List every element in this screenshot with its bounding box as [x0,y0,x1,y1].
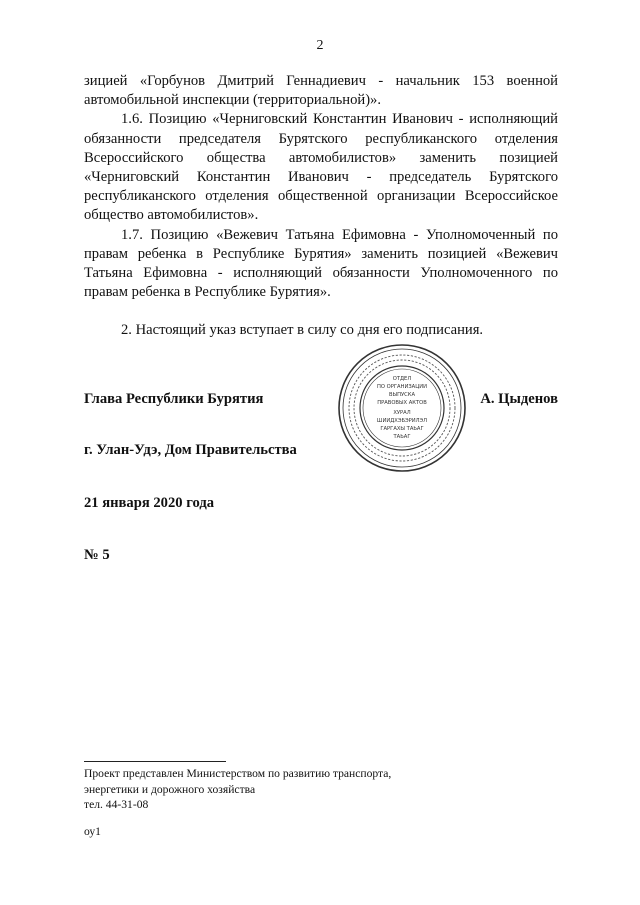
paragraph-1-7: 1.7. Позицию «Вежевич Татьяна Ефимовна - Уполномоченный по правам ребенка в Республике Бурятия» заменить позицией «Вежевич Татьяна Ефимовна - исполняющий обязанности Уполномоченного по правам ребенка в Республике Бурятия». [84,226,558,301]
footnote-phone: тел. 44-31-08 [84,798,149,811]
seal-line-4: ПРАВОВЫХ АКТОВ [377,400,427,406]
seal-line-2: ПО ОРГАНИЗАЦИИ [376,384,428,390]
seal-line-6: ШИИДХЭБЭРИЛЭЛ [376,418,428,424]
signing-date: 21 января 2020 года [84,495,215,511]
official-seal [337,343,467,473]
seal-line-1: ОТДЕЛ [392,376,412,382]
footnote-line-2: энергетики и дорожного хозяйства [84,782,256,796]
signing-place: г. Улан-Удэ, Дом Правительства [84,442,297,458]
seal-line-8: ТАЬАГ [393,434,411,440]
seal-line-3: ВЫПУСКА [388,392,416,398]
footnote-divider [84,761,226,762]
paragraph-1-6: 1.6. Позицию «Черниговский Константин Иванович - исполняющий обязанности председателя Бурятского республиканского отделения Всероссийского общества автомобилистов» заменить позицией «Черниговский Константин Иванович - председатель Бурятского республиканского отделения общественной организации Всероссийское общество автомобилистов». [84,111,558,224]
document-body [84,72,558,341]
signatory-title: Глава Республики Бурятия [84,391,264,407]
paragraph-2: 2. Настоящий указ вступает в силу со дня его подписания. [121,322,484,339]
document-code: оу1 [84,825,101,838]
seal-line-7: ГАРГАХЫ ТАЬАГ [380,426,424,432]
seal-line-5: ХУРАЛ [393,410,411,416]
footnote-line-1: Проект представлен Министерством по развитию транспорта, [84,767,392,780]
page-number: 2 [316,38,324,53]
footnote [84,766,391,813]
signatory-name: А. Цыденов [480,391,558,407]
decree-number: № 5 [84,547,110,563]
paragraph-continuation: зицией «Горбунов Дмитрий Геннадиевич - начальник 153 военной автомобильной инспекции (территориальной)». [84,73,558,109]
